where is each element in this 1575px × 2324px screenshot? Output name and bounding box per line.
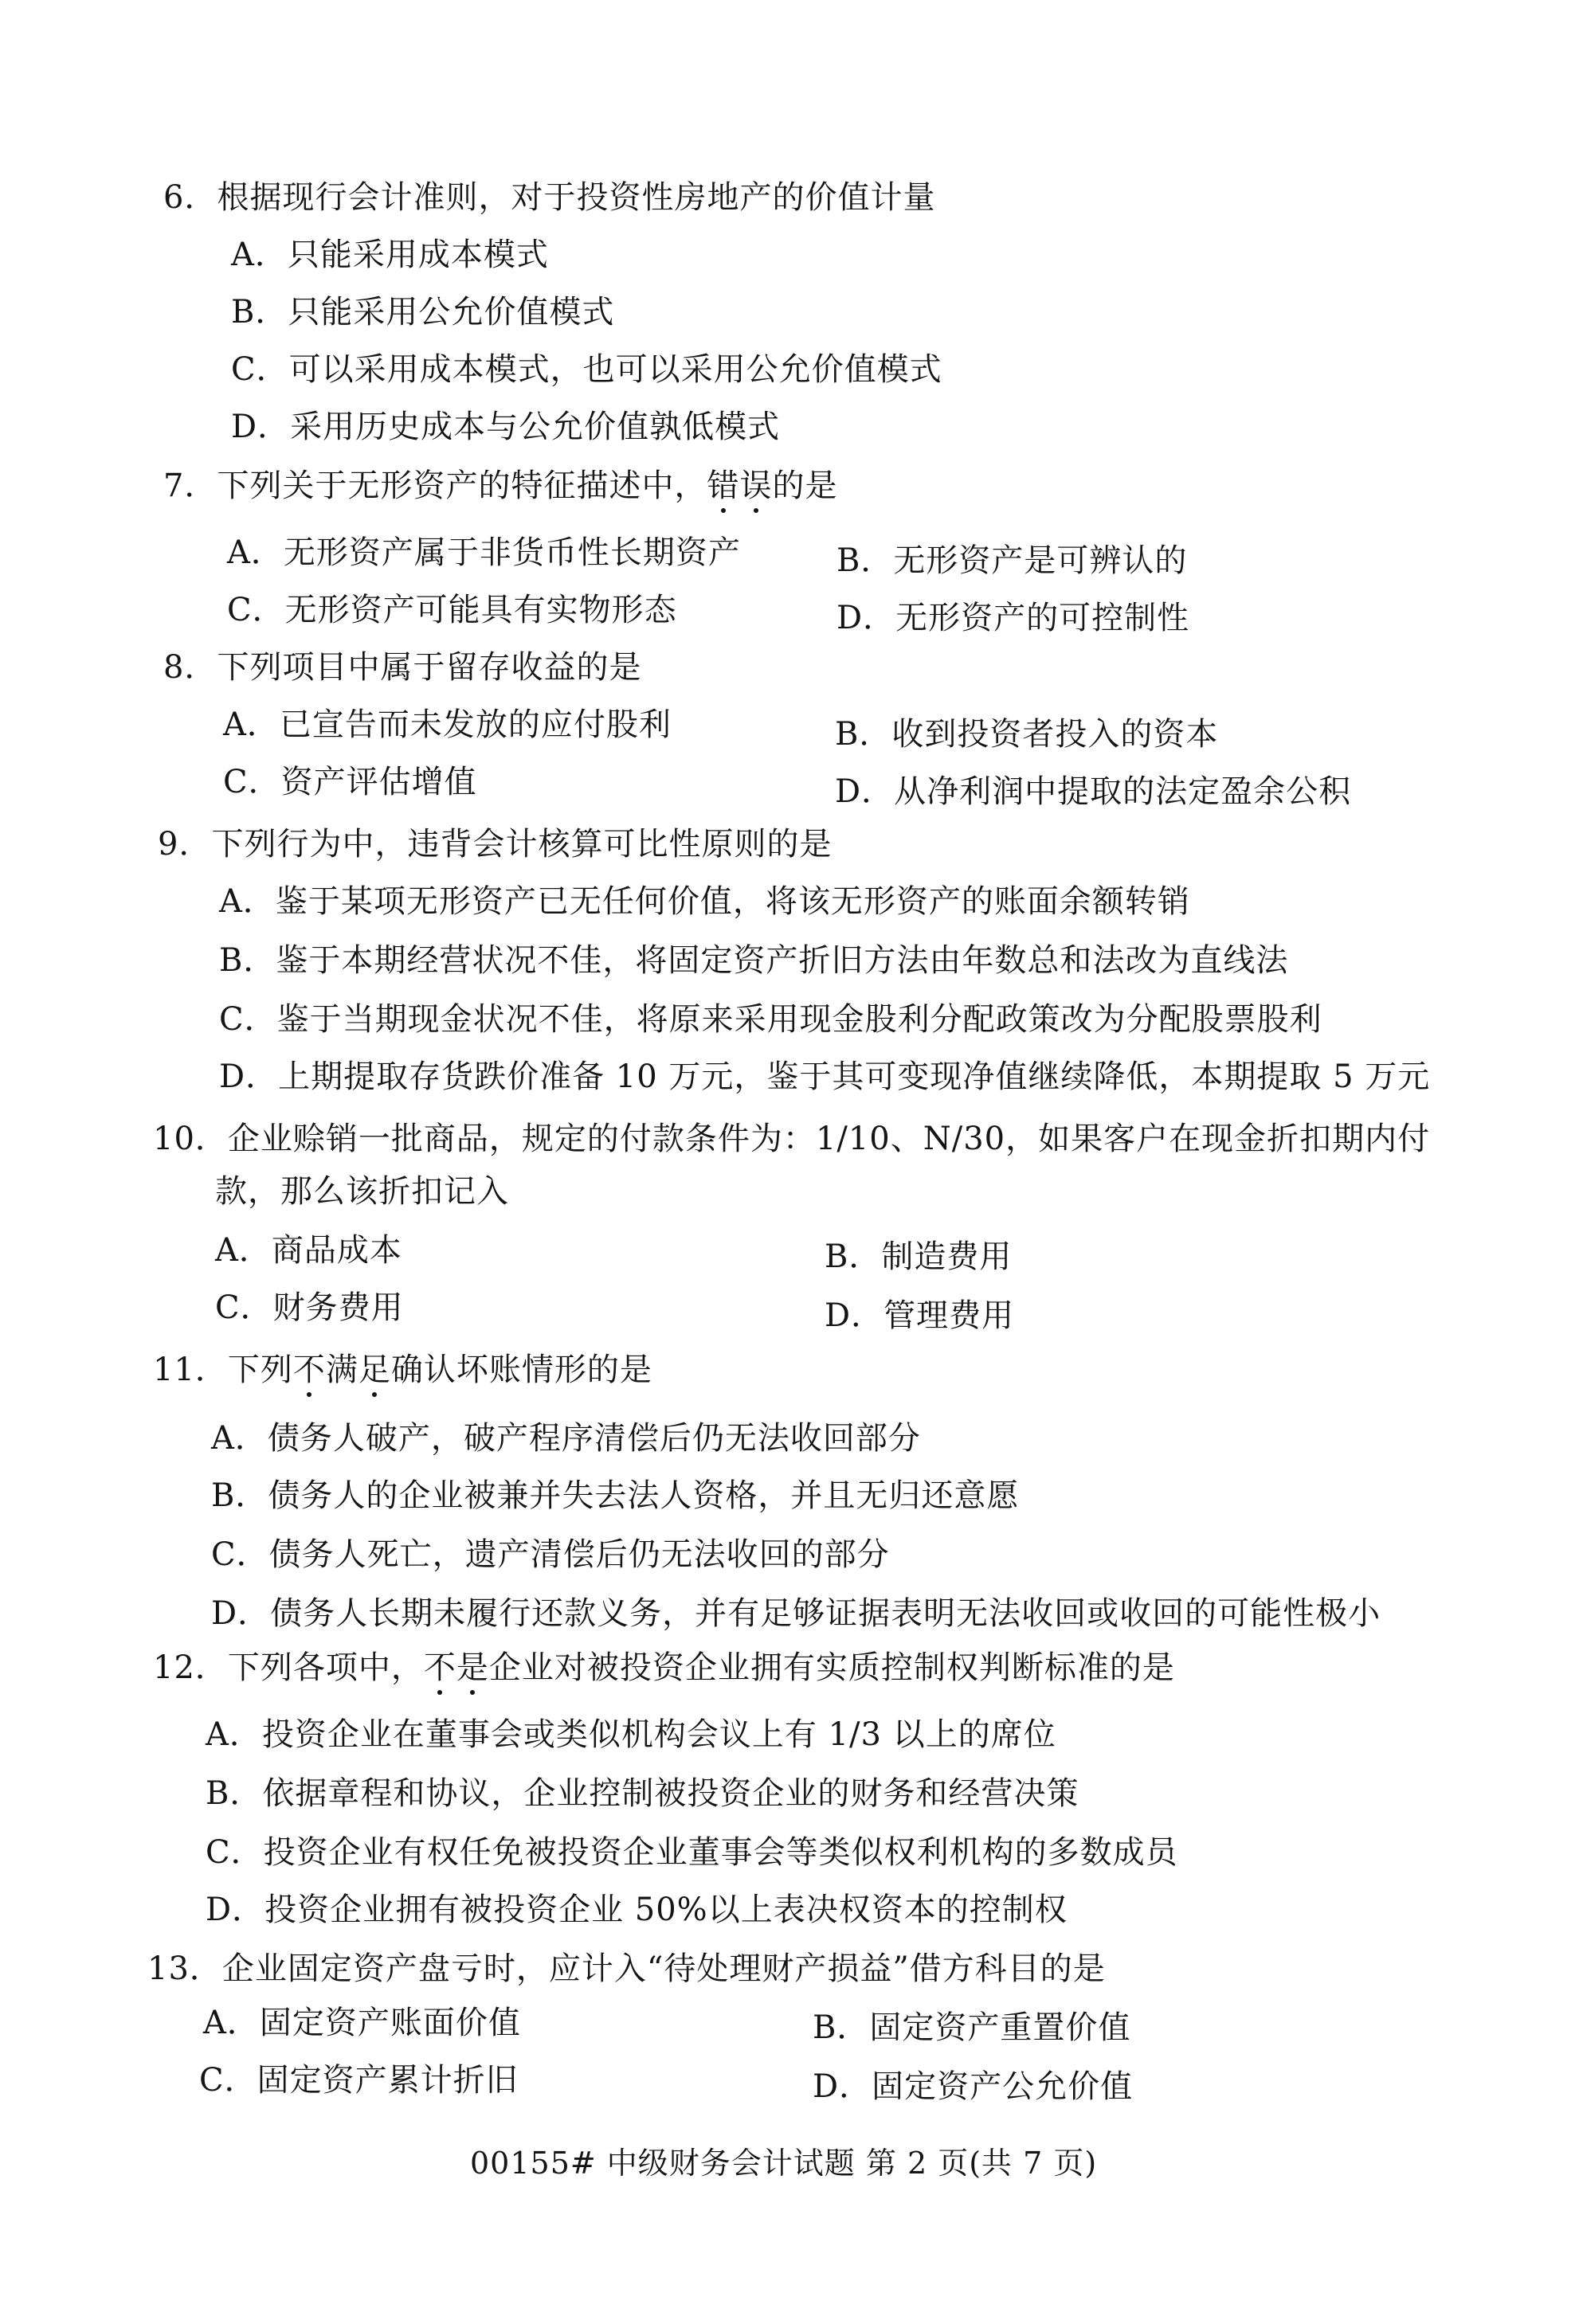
question-9-stem: 9．下列行为中，违背会计核算可比性原则的是 — [158, 826, 833, 863]
question-8-stem: 8．下列项目中属于留存收益的是 — [163, 649, 642, 686]
question-11-option-a: A．债务人破产，破产程序清偿后仍无法收回部分 — [211, 1420, 921, 1457]
question-7-option-d: D．无形资产的可控制性 — [836, 600, 1190, 636]
emphasis-dot-char: 误 — [739, 465, 772, 507]
question-7-stem: 7．下列关于无形资产的特征描述中，错误的是 — [163, 465, 837, 507]
question-13-option-a: A．固定资产账面价值 — [203, 2005, 521, 2041]
question-10-option-c: C．财务费用 — [215, 1289, 404, 1326]
question-11-option-b: B．债务人的企业被兼并失去法人资格，并且无归还意愿 — [211, 1477, 1020, 1514]
question-11-option-d: D．债务人长期未履行还款义务，并有足够证据表明无法收回或收回的可能性极小 — [211, 1595, 1381, 1632]
question-6-option-b: B．只能采用公允价值模式 — [231, 294, 615, 331]
question-12-option-d: D．投资企业拥有被投资企业 50%以上表决权资本的控制权 — [206, 1892, 1068, 1928]
question-8-option-a: A．已宣告而未发放的应付股利 — [223, 706, 672, 743]
emphasis-dot-char: 不 — [293, 1349, 326, 1391]
question-13-option-c: C．固定资产累计折旧 — [199, 2062, 519, 2099]
question-13-option-b: B．固定资产重置价值 — [813, 2009, 1131, 2046]
question-8-option-c: C．资产评估增值 — [223, 764, 477, 800]
question-12-stem: 12．下列各项中，不是企业对被投资企业拥有实质控制权判断标准的是 — [153, 1647, 1175, 1688]
question-10-stem-continued: 款，那么该折扣记入 — [215, 1173, 509, 1210]
question-6-option-c: C．可以采用成本模式，也可以采用公允价值模式 — [231, 351, 942, 388]
question-10-option-b: B．制造费用 — [825, 1238, 1013, 1275]
question-12-option-b: B．依据章程和协议，企业控制被投资企业的财务和经营决策 — [206, 1775, 1079, 1812]
question-7-option-b: B．无形资产是可辨认的 — [836, 542, 1188, 579]
question-9-option-b: B．鉴于本期经营状况不佳，将固定资产折旧方法由年数总和法改为直线法 — [219, 942, 1289, 979]
question-13-stem: 13．企业固定资产盘亏时，应计入“待处理财产损益”借方科目的是 — [147, 1950, 1106, 1987]
question-8-option-b: B．收到投资者投入的资本 — [835, 716, 1219, 753]
question-13-option-d: D．固定资产公允价值 — [813, 2068, 1134, 2105]
emphasis-dot-char: 足 — [358, 1349, 391, 1391]
emphasis-dot-char: 不 — [424, 1647, 456, 1688]
emphasis-dot-char: 错 — [707, 465, 739, 507]
question-6-option-d: D．采用历史成本与公允价值孰低模式 — [231, 409, 781, 445]
question-7-option-a: A．无形资产属于非货币性长期资产 — [227, 534, 741, 571]
question-10-option-d: D．管理费用 — [825, 1297, 1015, 1334]
question-6-option-a: A．只能采用成本模式 — [231, 237, 549, 273]
question-6-stem: 6．根据现行会计准则，对于投资性房地产的价值计量 — [163, 179, 936, 216]
emphasis-dot-char: 是 — [456, 1647, 489, 1688]
question-12-option-a: A．投资企业在董事会或类似机构会议上有 1/3 以上的席位 — [206, 1716, 1056, 1753]
question-9-option-d: D．上期提取存货跌价准备 10 万元，鉴于其可变现净值继续降低，本期提取 5 万元 — [219, 1058, 1431, 1095]
question-11-stem: 11．下列不满足确认坏账情形的是 — [153, 1349, 652, 1391]
question-9-option-c: C．鉴于当期现金状况不佳，将原来采用现金股利分配政策改为分配股票股利 — [219, 1001, 1322, 1038]
question-9-option-a: A．鉴于某项无形资产已无任何价值，将该无形资产的账面余额转销 — [219, 883, 1190, 920]
question-10-stem: 10．企业赊销一批商品，规定的付款条件为：1/10、N/30，如果客户在现金折扣期内付 — [153, 1121, 1431, 1157]
question-8-option-d: D．从净利润中提取的法定盈余公积 — [835, 773, 1352, 810]
question-11-option-c: C．债务人死亡，遗产清偿后仍无法收回的部分 — [211, 1536, 890, 1573]
page-footer: 00155# 中级财务会计试题 第 2 页(共 7 页) — [470, 2146, 1098, 2181]
question-7-option-c: C．无形资产可能具有实物形态 — [227, 592, 677, 628]
question-12-option-c: C．投资企业有权任免被投资企业董事会等类似权利机构的多数成员 — [206, 1834, 1178, 1871]
question-10-option-a: A．商品成本 — [215, 1232, 402, 1269]
